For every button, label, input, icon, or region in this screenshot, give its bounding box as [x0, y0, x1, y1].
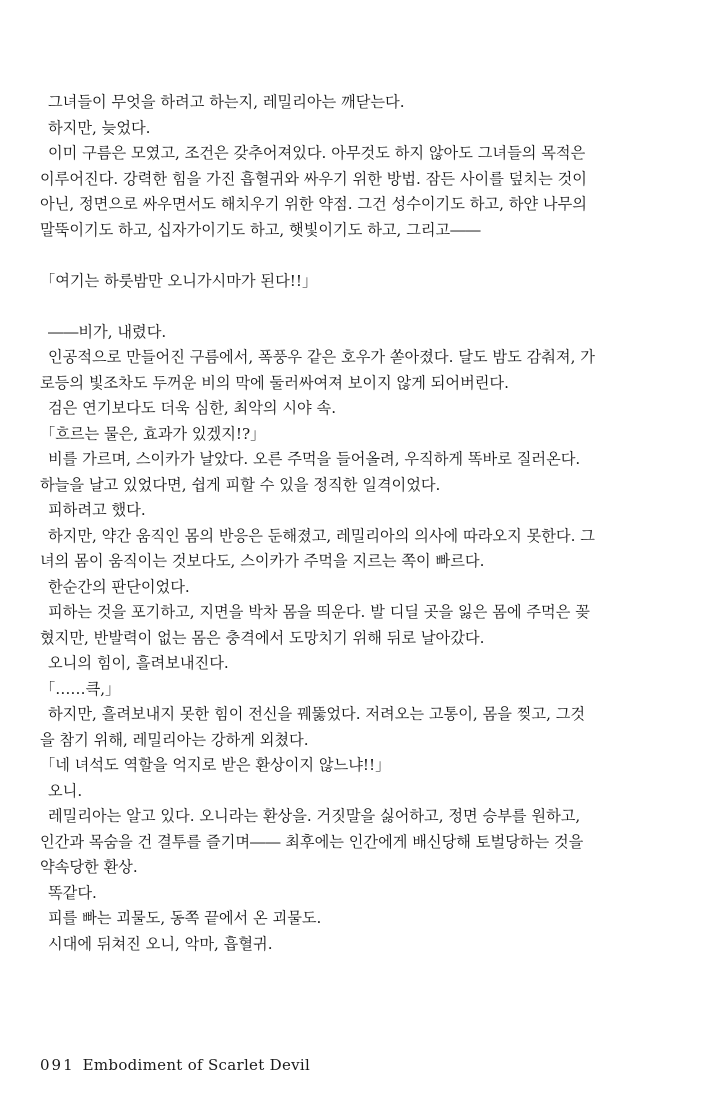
text-line: 을 참기 위해, 레밀리아는 강하게 외쳤다. — [40, 730, 309, 749]
text-line: 아닌, 정면으로 싸우면서도 해치우기 위한 약점. 그건 성수이기도 하고, 하얀 나무의 — [40, 195, 587, 213]
text-line: 하늘을 날고 있었다면, 쉽게 피할 수 있을 정직한 일격이었다. — [40, 475, 441, 494]
body-text — [40, 90, 668, 957]
text-line: 「……큭,」 — [40, 679, 121, 698]
blank-line — [40, 294, 668, 320]
book-title: Embodiment of Scarlet Devil — [82, 1056, 311, 1074]
text-line: 비를 가르며, 스이카가 날았다. 오른 주먹을 들어올려, 우직하게 똑바로 질러온다. — [48, 450, 581, 468]
text-line: 이미 구름은 모였고, 조건은 갖추어져있다. 아무것도 하지 않아도 그녀들의 목적은 — [48, 144, 586, 162]
text-line: 인간과 목숨을 건 결투를 즐기며―― 최후에는 인간에게 배신당해 토벌당하는 것을 — [40, 832, 584, 851]
text-line: 약속당한 환상. — [40, 858, 138, 876]
text-line: 그녀들이 무엇을 하려고 하는지, 레밀리아는 깨닫는다. — [48, 93, 405, 111]
text-line: 피하는 것을 포기하고, 지면을 박차 몸을 띄운다. 발 디딜 곳을 잃은 몸에 주먹은 꽂 — [48, 603, 590, 621]
page-footer — [40, 1056, 310, 1074]
text-line: 「여기는 하룻밤만 오니가시마가 된다!!」 — [40, 271, 318, 290]
text-line: 하지만, 늦었다. — [48, 118, 151, 137]
text-line: 피하려고 했다. — [48, 501, 146, 519]
text-line: 녀의 몸이 움직이는 것보다도, 스이카가 주먹을 지르는 쪽이 빠르다. — [40, 552, 485, 570]
text-line: 피를 빠는 괴물도, 동쪽 끝에서 온 괴물도. — [48, 909, 322, 927]
text-line: 레밀리아는 알고 있다. 오니라는 환상을. 거짓말을 싫어하고, 정면 승부를 원하고, — [48, 807, 581, 825]
blank-line — [40, 243, 668, 269]
text-line: 「네 녀석도 역할을 억지로 받은 환상이지 않느냐!!」 — [40, 756, 391, 774]
text-line: 오니의 힘이, 흘려보내진다. — [48, 654, 229, 672]
text-line: ――비가, 내렸다. — [48, 322, 167, 341]
text-line: 로등의 빛조차도 두꺼운 비의 막에 둘러싸여져 보이지 않게 되어버린다. — [40, 373, 509, 392]
text-line: 하지만, 약간 움직인 몸의 반응은 둔해졌고, 레밀리아의 의사에 따라오지 못한다. 그 — [48, 526, 595, 545]
page-number: 091 — [40, 1056, 75, 1074]
text-line: 이루어진다. 강력한 힘을 가진 흡혈귀와 싸우기 위한 방법. 잠든 사이를 덮치는 것이 — [40, 169, 587, 188]
text-line: 혔지만, 반발력이 없는 몸은 충격에서 도망치기 위해 뒤로 날아갔다. — [40, 628, 485, 647]
text-line: 「흐르는 물은, 효과가 있겠지!?」 — [40, 424, 266, 443]
text-line: 시대에 뒤쳐진 오니, 악마, 흡혈귀. — [48, 934, 273, 953]
text-line: 말뚝이기도 하고, 십자가이기도 하고, 햇빛이기도 하고, 그리고―― — [40, 220, 481, 239]
text-line: 한순간의 판단이었다. — [48, 577, 190, 596]
text-line: 검은 연기보다도 더욱 심한, 최악의 시야 속. — [48, 399, 337, 417]
text-line: 하지만, 흘려보내지 못한 힘이 전신을 꿰뚫었다. 저려오는 고통이, 몸을 찢고, 그것 — [48, 705, 586, 723]
text-line: 인공적으로 만들어진 구름에서, 폭풍우 같은 호우가 쏟아졌다. 달도 밤도 감춰져, 가 — [48, 348, 595, 366]
text-line: 오니. — [48, 781, 83, 800]
text-line: 똑같다. — [48, 883, 97, 902]
